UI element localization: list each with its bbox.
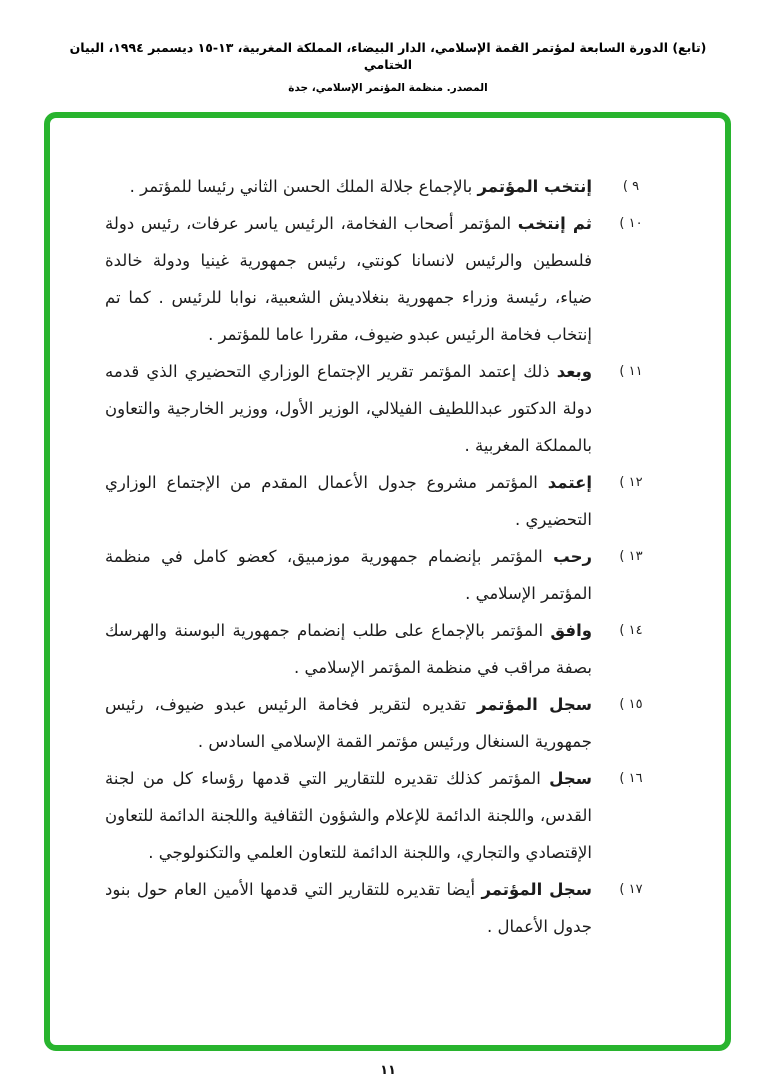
item-body: المؤتمر بإنضمام جمهورية موزمبيق، كعضو كامل في منظمة المؤتمر الإسلامي . (105, 547, 592, 603)
item-number: ( ١٢ (619, 475, 643, 490)
list-item-15 (105, 686, 670, 760)
header-title: (تابع) الدورة السابعة لمؤتمر القمة الإسلامي، الدار البيضاء، المملكة المغربية، ١٣-١٥ ديسمبر ١٩٩٤، البيان الختامي (69, 40, 707, 72)
list-item-10 (105, 205, 670, 353)
item-body: أيضا تقديره للتقارير التي قدمها الأمين العام حول بنود جدول الأعمال . (105, 880, 592, 936)
item-text (105, 205, 592, 353)
item-body: ذلك إعتمد المؤتمر تقرير الإجتماع الوزاري التحضيري الذي قدمه دولة الدكتور عبداللطيف الفيلالي، الوزير الأول، ووزير الخارجية والتعاون بالمملكة المغربية . (105, 362, 592, 455)
list-item-9 (105, 168, 670, 205)
list-item-14 (105, 612, 670, 686)
list-item-13 (105, 538, 670, 612)
item-lead: إنتخب المؤتمر (477, 177, 592, 196)
item-lead: سجل (549, 769, 592, 788)
item-body: المؤتمر مشروع جدول الأعمال المقدم من الإجتماع الوزاري التحضيري . (105, 473, 592, 529)
page-number: ١١ (380, 1063, 396, 1078)
item-text (105, 538, 592, 612)
item-number: ( ٩ (622, 179, 640, 194)
content-frame (44, 112, 731, 1051)
item-lead: وبعد (556, 362, 592, 381)
list-item-16 (105, 760, 670, 871)
item-text (105, 464, 592, 538)
item-number: ( ١٣ (619, 549, 643, 564)
item-body: بالإجماع جلالة الملك الحسن الثاني رئيسا للمؤتمر . (129, 177, 478, 196)
item-number: ( ١٤ (619, 623, 643, 638)
item-number: ( ١٠ (619, 216, 643, 231)
list-item-17 (105, 871, 670, 945)
header-source: المصدر. منظمة المؤتمر الإسلامي، جدة (288, 81, 488, 94)
item-text (105, 612, 592, 686)
document-header (0, 40, 776, 94)
items-list (50, 118, 725, 945)
item-number: ( ١١ (619, 364, 643, 379)
item-lead: رحب (553, 547, 592, 566)
item-number: ( ١٥ (619, 697, 643, 712)
item-text (105, 871, 592, 945)
item-text (105, 686, 592, 760)
list-item-11 (105, 353, 670, 464)
item-lead: سجل المؤتمر (476, 695, 592, 714)
item-lead: وافق (550, 621, 592, 640)
item-lead: إعتمد (547, 473, 592, 492)
item-text (105, 353, 592, 464)
item-text (105, 168, 592, 205)
item-body: المؤتمر بالإجماع على طلب إنضمام جمهورية البوسنة والهرسك بصفة مراقب في منظمة المؤتمر الإسلامي . (105, 621, 592, 677)
item-lead: سجل المؤتمر (481, 880, 592, 899)
item-body: المؤتمر كذلك تقديره للتقارير التي قدمها رؤساء كل من لجنة القدس، واللجنة الدائمة للإعلام والشؤون الثقافية واللجنة الدائمة للتعاون الإقتصادي والتجاري، واللجنة الدائمة للتعاون العلمي والتكنولوجي . (105, 769, 592, 862)
item-body: تقديره لتقرير فخامة الرئيس عبدو ضيوف، رئيس جمهورية السنغال ورئيس مؤتمر القمة الإسلامي السادس . (105, 695, 592, 751)
item-number: ( ١٦ (619, 771, 643, 786)
item-lead: ثم إنتخب (517, 214, 592, 233)
item-number: ( ١٧ (619, 882, 643, 897)
item-body: المؤتمر أصحاب الفخامة، الرئيس ياسر عرفات، رئيس دولة فلسطين والرئيس لانسانا كونتي، رئيس جمهورية غينيا ودولة خالدة ضياء، رئيسة وزراء جمهورية بنغلاديش الشعبية، نوابا للرئيس . كما تم إنتخاب فخامة الرئيس عبدو ضيوف، مقررا عاما للمؤتمر . (105, 214, 592, 344)
list-item-12 (105, 464, 670, 538)
item-text (105, 760, 592, 871)
